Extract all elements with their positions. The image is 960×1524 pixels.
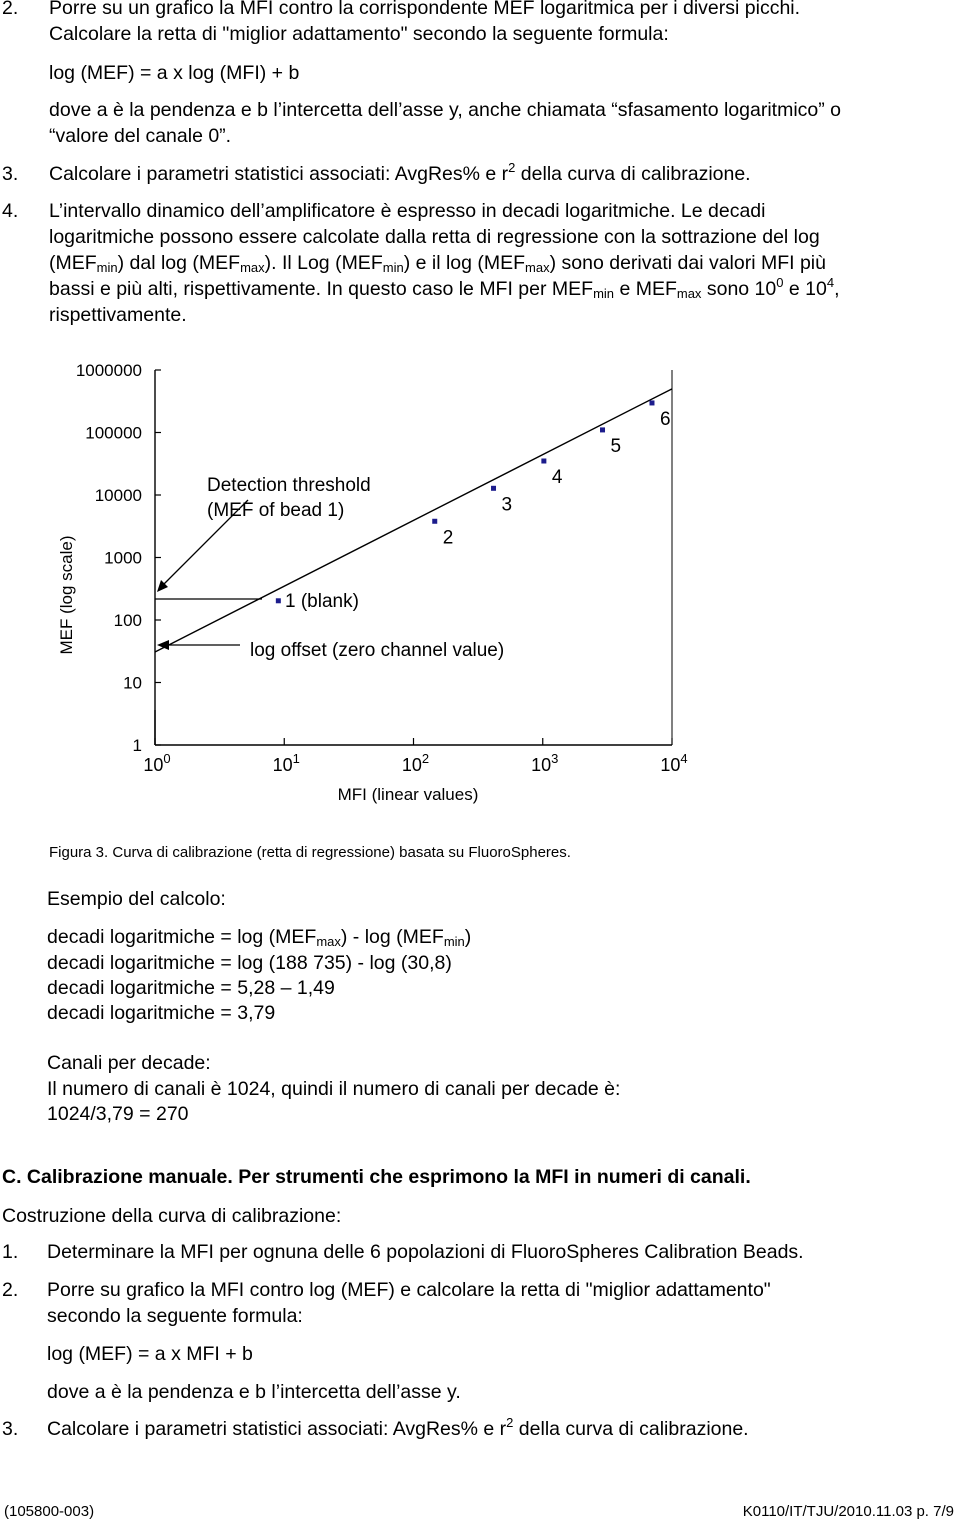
y-tick-label: 1000000 <box>75 361 142 380</box>
formula: log (MEF) = a x log (MFI) + b <box>49 62 300 84</box>
paragraph-line <box>49 277 840 302</box>
section-heading: C. Calibrazione manuale. Per strumenti che esprimono la MFI in numeri di canali. <box>2 1166 751 1188</box>
y-tick-label: 10000 <box>94 486 142 505</box>
text-run: e 10 <box>783 278 827 300</box>
subheading: Costruzione della curva di calibrazione: <box>2 1205 342 1227</box>
list-number: 1. <box>2 1241 19 1263</box>
y-tick-label: 10 <box>123 673 142 693</box>
paragraph-line: dove a è la pendenza e b l’intercetta dell’asse y, anche chiamata “sfasamento logaritmico” o <box>49 99 841 121</box>
superscript: 2 <box>508 160 516 175</box>
data-point <box>432 519 437 524</box>
subscript: max <box>316 934 341 949</box>
list-number: 3. <box>2 1418 19 1440</box>
text-run: decadi logaritmiche = log (MEF <box>47 926 317 948</box>
x-tick-exponent: 4 <box>680 751 688 766</box>
x-axis-ticks <box>143 738 687 775</box>
data-point <box>491 486 496 491</box>
blank-label: 1 (blank) <box>285 591 359 612</box>
paragraph-line: Porre su grafico la MFI contro log (MEF) e calcolare la retta di "miglior adattamento" <box>47 1279 771 1301</box>
text-run: della curva di calibrazione. <box>515 163 751 185</box>
text-run: e MEF <box>614 278 677 300</box>
subscript: min <box>593 286 615 301</box>
data-point <box>649 400 654 405</box>
detection-threshold-sublabel: (MEF of bead 1) <box>207 500 345 521</box>
subscript: min <box>443 934 465 949</box>
y-axis-ticks <box>76 361 161 755</box>
x-tick-exponent: 0 <box>163 751 171 766</box>
list-number: 2. <box>2 0 19 19</box>
subscript: max <box>525 260 550 275</box>
y-axis-label: MEF (log scale) <box>57 535 76 655</box>
x-tick-label: $10^4$ <box>660 751 688 775</box>
y-tick-label: 100000 <box>85 423 142 443</box>
paragraph-line: L’intervallo dinamico dell’amplificatore è espresso in decadi logaritmiche. Le decadi <box>49 200 766 222</box>
footer-page-ref: K0110/IT/TJU/2010.11.03 p. 7/9 <box>742 1503 954 1520</box>
list-number: 4. <box>2 200 19 222</box>
paragraph-line <box>49 251 826 276</box>
y-tick-label: 1000 <box>104 548 142 568</box>
formula: log (MEF) = a x MFI + b <box>47 1343 253 1365</box>
calc-line: decadi logaritmiche = 5,28 – 1,49 <box>47 977 335 999</box>
detection-threshold-label: Detection threshold <box>207 475 371 496</box>
calc-line: decadi logaritmiche = 3,79 <box>47 1002 276 1024</box>
data-point <box>541 458 546 463</box>
text-run: ) <box>464 926 472 948</box>
text-run: Calcolare i parametri statistici associati: AvgRes% e r <box>47 1418 507 1440</box>
superscript: 2 <box>506 1415 514 1430</box>
text-run: ) sono derivati dai valori MFI più <box>549 252 826 274</box>
point-label: 6 <box>659 408 671 430</box>
subscript: min <box>382 260 404 275</box>
point-label: 4 <box>551 466 563 488</box>
paragraph-line: rispettivamente. <box>49 304 187 326</box>
text-run: , <box>834 278 840 300</box>
text-run: ). Il Log (MEF <box>264 252 383 274</box>
data-point <box>600 427 605 432</box>
log-offset-label: log offset (zero channel value) <box>250 640 505 661</box>
text-run: sono 10 <box>701 278 777 300</box>
x-tick-label: $10^1$ <box>272 751 300 775</box>
text-run: Calcolare i parametri statistici associati: AvgRes% e r <box>49 163 509 185</box>
paragraph-line: “valore del canale 0”. <box>49 125 232 147</box>
x-tick-label: $10^3$ <box>531 751 559 775</box>
text-run: bassi e più alti, rispettivamente. In questo caso le MFI per MEF <box>49 278 594 300</box>
text-run: (MEF <box>49 252 97 274</box>
text-run: ) - log (MEF <box>340 926 444 948</box>
calc-line: 1024/3,79 = 270 <box>47 1103 189 1125</box>
paragraph-line: logaritmiche possono essere calcolate dalla retta di regressione con la sottrazione del log <box>49 226 820 248</box>
footer-doc-code: (105800-003) <box>4 1503 95 1520</box>
paragraph-line: dove a è la pendenza e b l’intercetta dell’asse y. <box>47 1381 461 1403</box>
canali-heading: Canali per decade: <box>47 1052 211 1074</box>
figure-caption: Figura 3. Curva di calibrazione (retta di regressione) basata su FluoroSpheres. <box>49 844 571 861</box>
calibration-chart <box>0 340 960 820</box>
text-run: ) dal log (MEF <box>117 252 241 274</box>
x-tick-label: $10^0$ <box>143 751 171 775</box>
y-tick-label: 1 <box>132 736 142 755</box>
point-label: 5 <box>610 435 622 457</box>
paragraph-line <box>47 1417 749 1442</box>
superscript: 0 <box>776 275 784 290</box>
subscript: max <box>676 286 702 301</box>
example-heading: Esempio del calcolo: <box>47 888 226 910</box>
list-number: 2. <box>2 1279 19 1301</box>
point-label: 3 <box>501 494 513 516</box>
text-run: ) e il log (MEF <box>403 252 526 274</box>
list-number: 3. <box>2 163 19 185</box>
superscript: 4 <box>826 275 835 290</box>
text-run: della curva di calibrazione. <box>513 1418 749 1440</box>
x-tick-label: $10^2$ <box>401 751 430 775</box>
paragraph-line: Calcolare la retta di "miglior adattamento" secondo la seguente formula: <box>49 23 669 45</box>
detection-threshold-arrow <box>160 500 248 588</box>
subscript: min <box>96 260 118 275</box>
subscript: max <box>240 260 265 275</box>
paragraph-line: Porre su un grafico la MFI contro la corrispondente MEF logaritmica per i diversi picchi. <box>49 0 801 19</box>
x-tick-exponent: 3 <box>551 751 559 766</box>
x-axis-label: MFI (linear values) <box>337 785 479 804</box>
calc-line: Il numero di canali è 1024, quindi il numero di canali per decade è: <box>47 1078 621 1100</box>
calc-line <box>47 925 471 950</box>
calc-line: decadi logaritmiche = log (188 735) - log (30,8) <box>47 952 452 974</box>
paragraph-line <box>49 162 751 187</box>
x-tick-exponent: 1 <box>292 751 300 766</box>
point-label: 2 <box>442 527 454 549</box>
data-point <box>276 598 281 603</box>
x-tick-exponent: 2 <box>421 751 430 766</box>
paragraph-line: Determinare la MFI per ognuna delle 6 popolazioni di FluoroSpheres Calibration Beads. <box>47 1241 804 1263</box>
paragraph-line: secondo la seguente formula: <box>47 1305 303 1327</box>
y-tick-label: 100 <box>113 611 142 630</box>
